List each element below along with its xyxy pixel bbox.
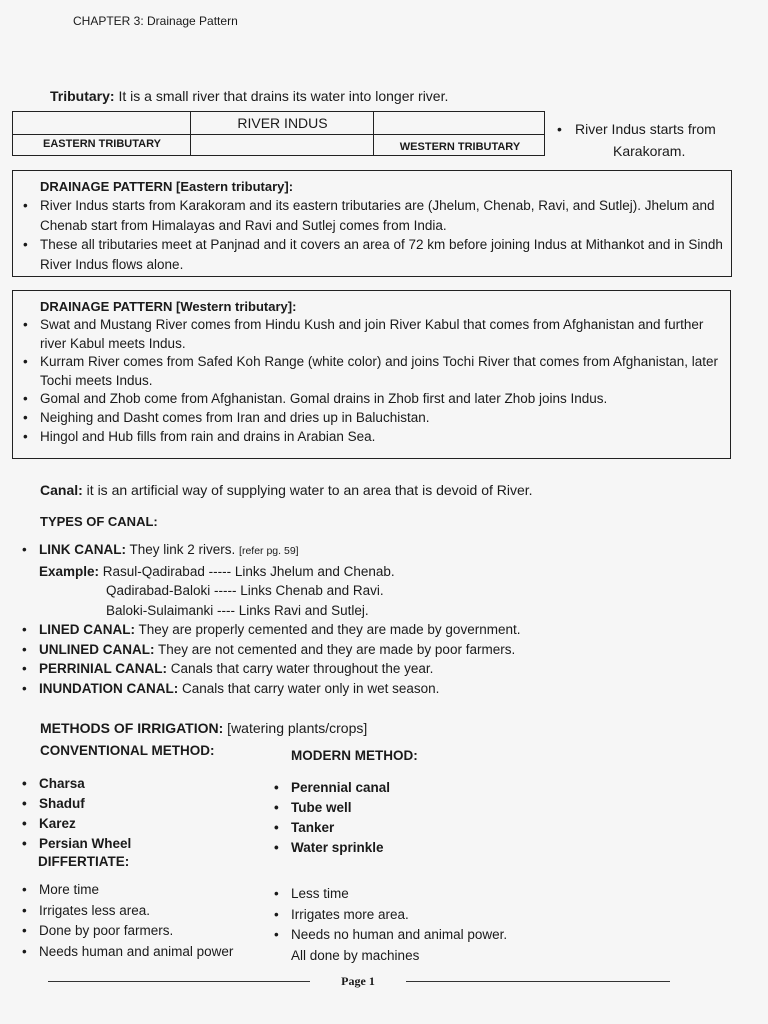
list-item: • Gomal and Zhob come from Afghanistan. Gomal drains in Zhob first and later Zhob joins Indus.	[21, 390, 722, 409]
chapter-header: CHAPTER 3: Drainage Pattern	[73, 14, 238, 28]
table-divider	[13, 134, 544, 135]
list-item: • Kurram River comes from Safed Koh Range (white color) and joins Tochi River that comes from Afghanistan, later Tochi meets Indus.	[21, 353, 722, 390]
list-item: • River Indus starts from Karakoram and its eastern tributaries are (Jhelum, Chenab, Ravi, and Sutlej). Jhelum and Chenab start from Himalayas and Ravi and Sutlej comes from India.	[21, 196, 723, 235]
list-item: • Neighing and Dasht comes from Iran and dries up in Baluchistan.	[21, 409, 722, 428]
list-item: • Persian Wheel	[20, 834, 260, 854]
item-text: They are properly cemented and they are made by government.	[135, 622, 521, 637]
methods-of-irrigation	[40, 720, 367, 736]
list-item: • These all tributaries meet at Panjnad and it covers an area of 72 km before joining Indus at Mithankot and in Sindh River Indus flows alone.	[21, 235, 723, 274]
conventional-heading: CONVENTIONAL METHOD:	[40, 743, 215, 758]
tributary-text: It is a small river that drains its water into longer river.	[114, 88, 449, 104]
side-note-line: • River Indus starts from	[557, 118, 716, 140]
list-item: • Less time	[272, 884, 512, 905]
item-text: They are not cemented and they are made by poor farmers.	[154, 641, 516, 657]
page-reference: [refer pg. 59]	[239, 545, 299, 557]
river-indus-table	[12, 111, 545, 156]
modern-heading: MODERN METHOD:	[291, 748, 418, 763]
list-item: • Irrigates more area.	[272, 905, 512, 926]
item-text: Canals that carry water only in wet season.	[178, 680, 440, 696]
methods-text: [watering plants/crops]	[223, 720, 368, 736]
item-label: PERRINIAL CANAL:	[39, 661, 167, 676]
table-title: RIVER INDUS	[237, 115, 328, 131]
differentiate-conventional-list	[20, 880, 270, 962]
example-line: Qadirabad-Baloki ----- Links Chenab and Ravi.	[106, 583, 384, 598]
page-footer	[48, 972, 670, 992]
list-item: • Done by poor farmers.	[20, 921, 270, 942]
canal-types-list	[20, 540, 640, 698]
conventional-list	[20, 774, 260, 854]
tributary-definition	[50, 88, 448, 104]
list-item	[20, 679, 640, 699]
list-item	[20, 659, 640, 679]
item-text: Canals that carry water throughout the year.	[167, 661, 434, 676]
differentiate-heading: DIFFERTIATE:	[38, 854, 130, 869]
canal-text: it is an artificial way of supplying water to an area that is devoid of River.	[82, 482, 533, 498]
side-note	[557, 118, 716, 162]
example-label: Example:	[39, 563, 100, 579]
eastern-list	[21, 196, 723, 274]
canal-label: Canal:	[40, 482, 83, 498]
list-item: • Tube well	[272, 798, 512, 818]
item-label: UNLINED CANAL:	[39, 641, 155, 657]
list-item: • More time	[20, 880, 270, 901]
list-item	[20, 620, 640, 640]
list-item: • Irrigates less area.	[20, 901, 270, 922]
page-number: Page 1	[341, 974, 375, 988]
example-text: Rasul-Qadirabad ----- Links Jhelum and Chenab.	[99, 563, 395, 579]
western-list	[21, 316, 722, 446]
canal-definition	[40, 482, 533, 498]
eastern-tributary-cell: EASTERN TRIBUTARY	[43, 138, 161, 150]
footer-rule	[48, 981, 310, 982]
differentiate-modern-list	[272, 884, 512, 966]
list-item: • Charsa	[20, 774, 260, 794]
methods-label: METHODS OF IRRIGATION:	[40, 720, 224, 736]
list-item: • Karez	[20, 814, 260, 834]
eastern-heading: DRAINAGE PATTERN [Eastern tributary]:	[40, 179, 294, 194]
item-label: LINK CANAL:	[39, 542, 126, 557]
item-label: INUNDATION CANAL:	[39, 680, 179, 696]
western-tributary-box	[12, 290, 731, 459]
example-line: Baloki-Sulaimanki ---- Links Ravi and Sutlej.	[106, 602, 369, 618]
list-item: • Water sprinkle	[272, 838, 512, 858]
types-heading: TYPES OF CANAL:	[40, 514, 158, 529]
list-item: • Needs human and animal power	[20, 942, 270, 963]
list-item: • Tanker	[272, 818, 512, 838]
list-item	[20, 640, 640, 660]
item-text: They link 2 rivers.	[126, 542, 240, 557]
list-item: • Needs no human and animal power. All done by machines	[272, 925, 512, 966]
list-item: • Perennial canal	[272, 778, 512, 798]
list-item: • Hingol and Hub fills from rain and drains in Arabian Sea.	[21, 428, 722, 447]
item-label: LINED CANAL:	[39, 622, 135, 637]
western-heading: DRAINAGE PATTERN [Western tributary]:	[40, 299, 297, 314]
list-item: • Shaduf	[20, 794, 260, 814]
western-tributary-cell: WESTERN TRIBUTARY	[399, 141, 521, 153]
footer-rule	[406, 981, 670, 982]
modern-list	[272, 778, 512, 858]
tributary-label: Tributary:	[50, 88, 115, 104]
eastern-tributary-box	[12, 170, 732, 277]
list-item: • Swat and Mustang River comes from Hindu Kush and join River Kabul that comes from Afghanistan and further river Kabul meets Indus.	[21, 316, 722, 353]
list-item	[20, 540, 640, 562]
example-line	[20, 562, 640, 582]
side-note-line: Karakoram.	[613, 143, 686, 159]
